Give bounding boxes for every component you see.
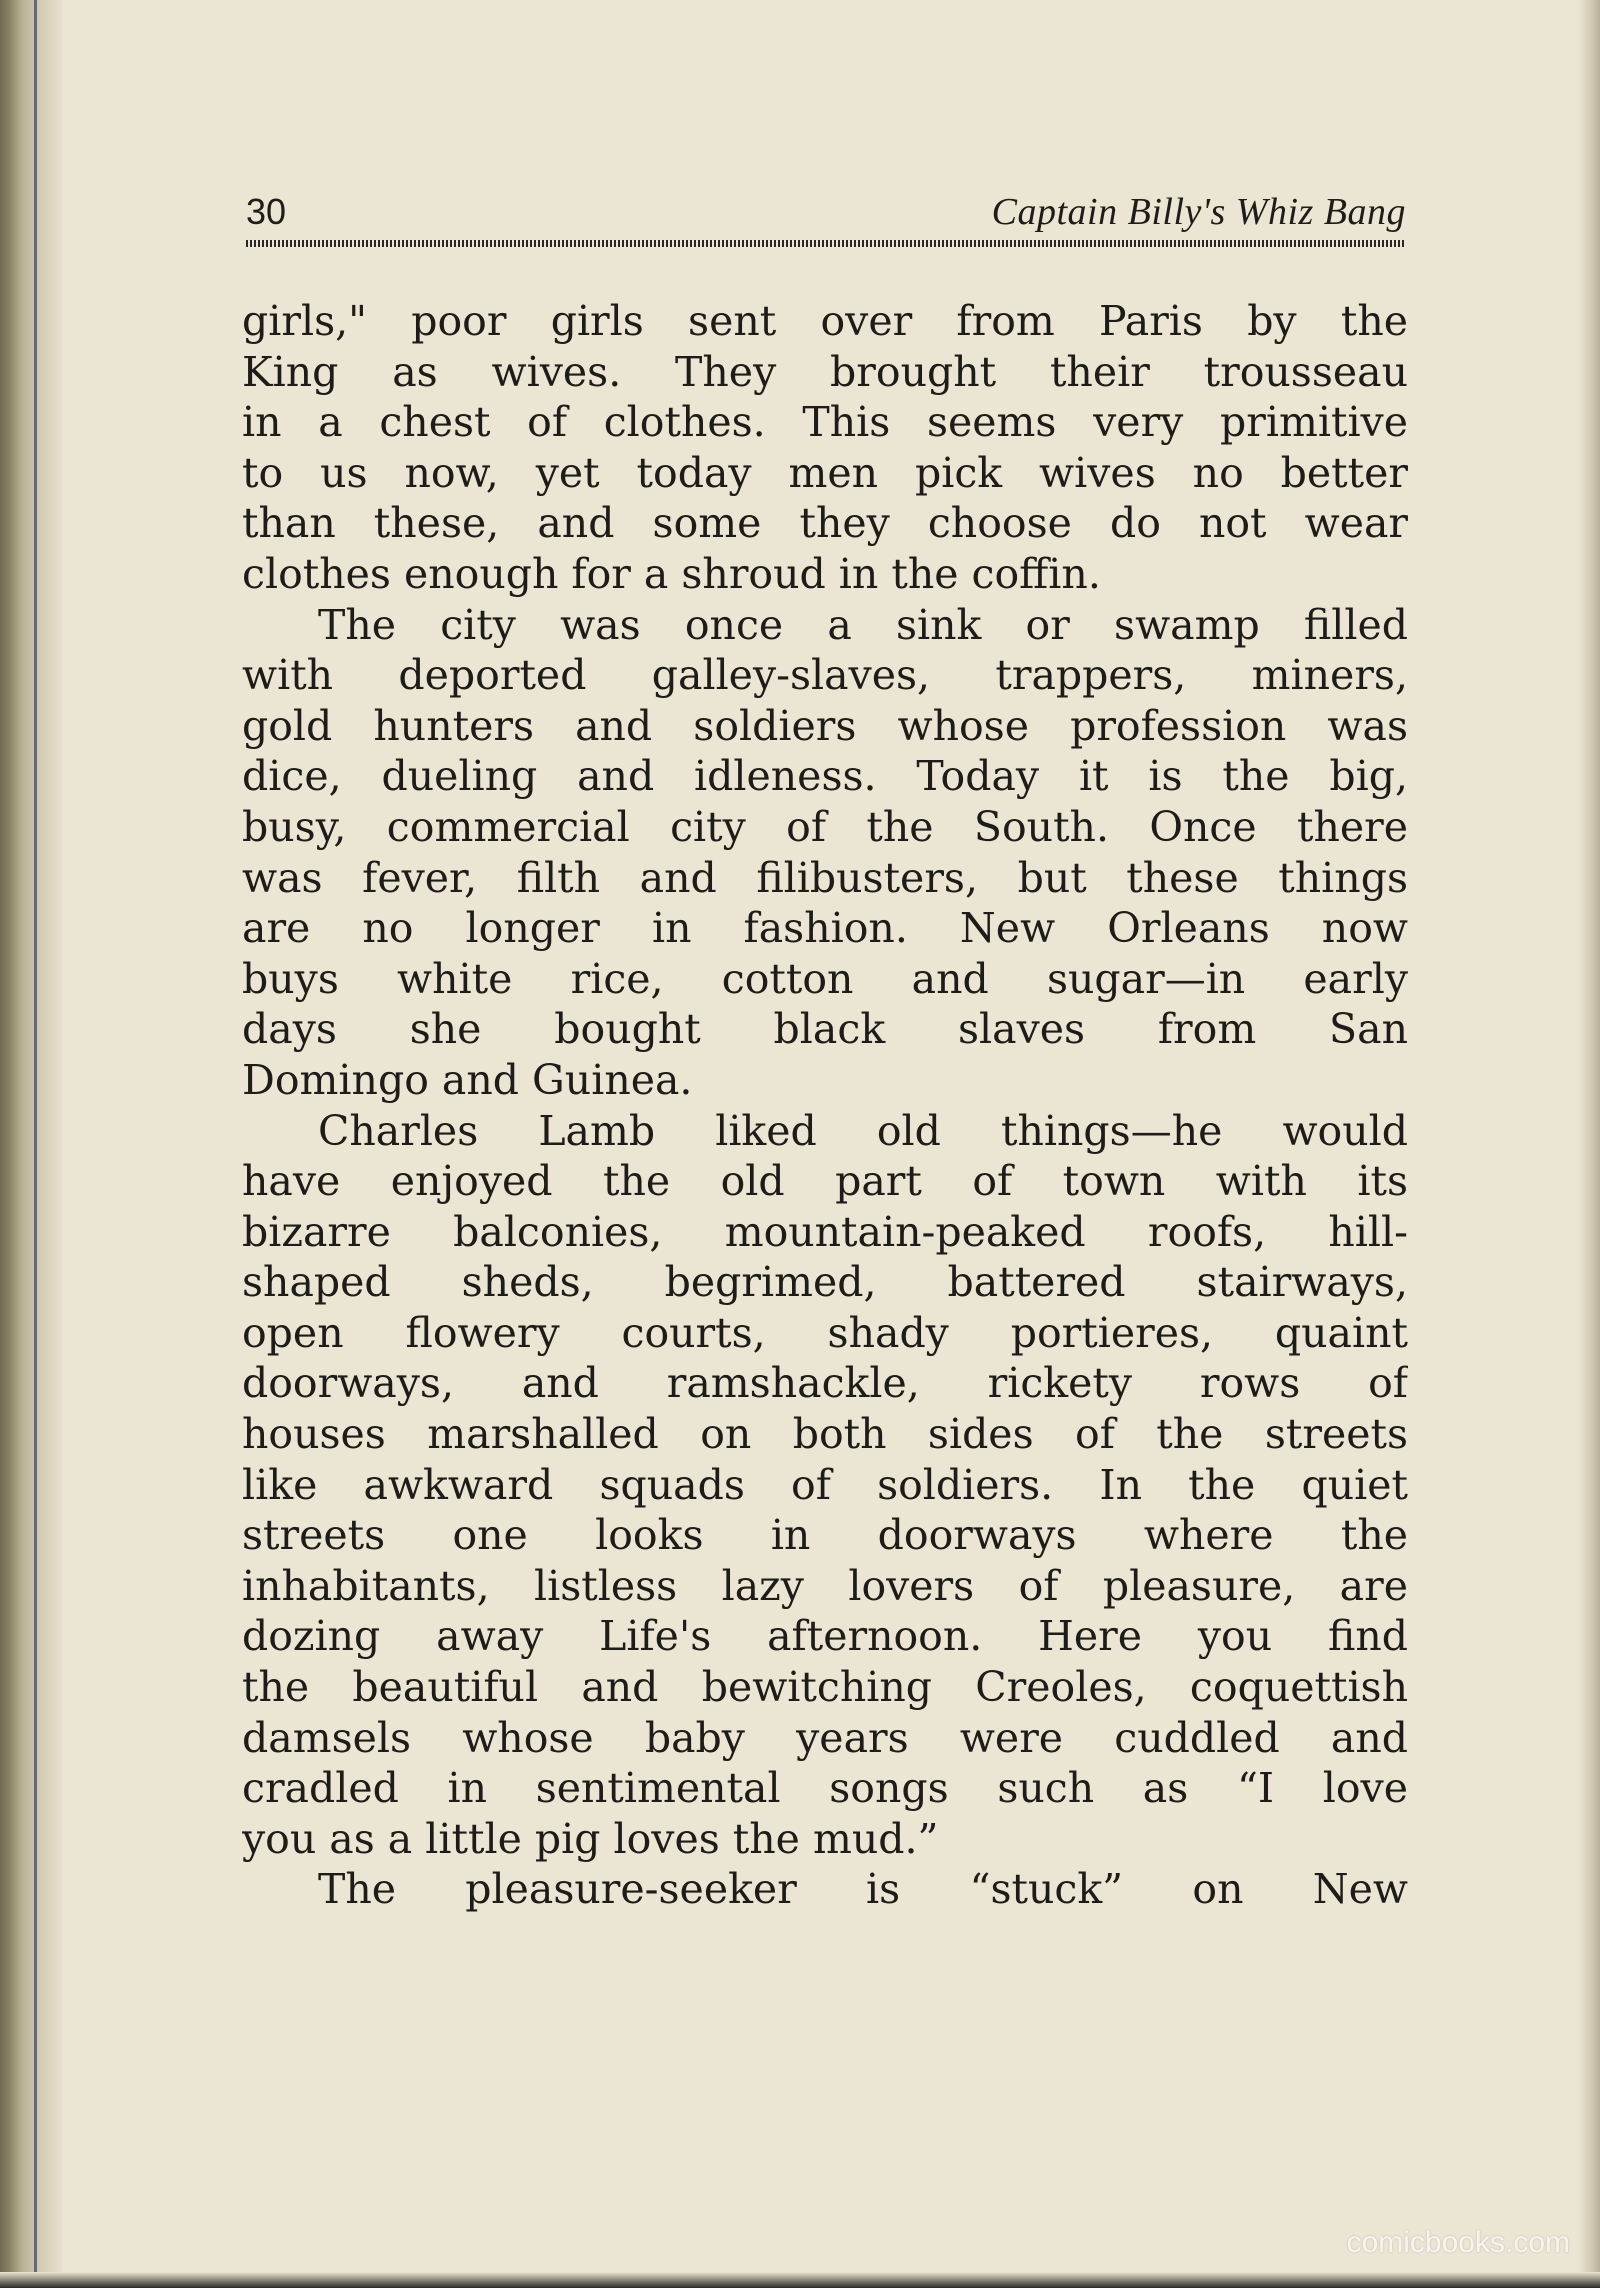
- text-line: doorways, and ramshackle, rickety rows of: [242, 1359, 1408, 1408]
- text-line: buys white rice, cotton and sugar—in early: [242, 954, 1408, 1003]
- body-text: [242, 296, 1408, 1915]
- text-line: clothes enough for a shroud in the coffin.: [242, 549, 1101, 598]
- text-line: dice, dueling and idleness. Today it is the big,: [242, 752, 1408, 801]
- text-line: The pleasure-seeker is “stuck” on New: [318, 1865, 1408, 1914]
- text-line: you as a little pig loves the mud.”: [242, 1814, 939, 1863]
- page-right-edge: [1578, 0, 1600, 2288]
- text-line: in a chest of clothes. This seems very primitive: [242, 398, 1408, 447]
- text-line: like awkward squads of soldiers. In the quiet: [242, 1460, 1408, 1509]
- text-line: cradled in sentimental songs such as “I love: [242, 1764, 1408, 1813]
- page-binding-edge: [0, 0, 62, 2288]
- text-line: open flowery courts, shady portieres, quaint: [242, 1308, 1408, 1357]
- text-line: girls," poor girls sent over from Paris by the: [242, 297, 1408, 345]
- binding-thread: [34, 0, 37, 2288]
- text-line: are no longer in fashion. New Orleans now: [242, 904, 1408, 953]
- text-line: with deported galley-slaves, trappers, miners,: [242, 651, 1408, 700]
- text-line: the beautiful and bewitching Creoles, coquettish: [242, 1663, 1408, 1712]
- text-line: was fever, filth and filibusters, but these things: [242, 853, 1408, 902]
- text-line: bizarre balconies, mountain-peaked roofs, hill-: [242, 1207, 1408, 1256]
- header-rule: [246, 240, 1406, 247]
- text-line: Domingo and Guinea.: [242, 1055, 693, 1104]
- text-line: to us now, yet today men pick wives no better: [242, 448, 1408, 497]
- text-line: than these, and some they choose do not wear: [242, 499, 1408, 548]
- text-line: The city was once a sink or swamp filled: [318, 600, 1408, 649]
- text-line: inhabitants, listless lazy lovers of pleasure, are: [242, 1561, 1408, 1610]
- text-line: dozing away Life's afternoon. Here you find: [242, 1612, 1408, 1661]
- text-line: days she bought black slaves from San: [242, 1005, 1408, 1054]
- watermark: comicbooks.com: [1346, 2226, 1570, 2259]
- running-title: Captain Billy's Whiz Bang: [991, 191, 1406, 233]
- page-bottom-edge: [0, 2272, 1600, 2288]
- text-line: Charles Lamb liked old things—he would: [318, 1106, 1408, 1155]
- text-line: have enjoyed the old part of town with its: [242, 1157, 1408, 1206]
- running-header: [246, 190, 1406, 238]
- text-line: streets one looks in doorways where the: [242, 1511, 1408, 1560]
- text-line: shaped sheds, begrimed, battered stairways,: [242, 1258, 1408, 1307]
- page-number: 30: [246, 191, 287, 232]
- text-line: busy, commercial city of the South. Once there: [242, 802, 1408, 851]
- text-line: damsels whose baby years were cuddled and: [242, 1713, 1408, 1762]
- text-line: gold hunters and soldiers whose profession was: [242, 701, 1408, 750]
- text-line: houses marshalled on both sides of the streets: [242, 1410, 1408, 1459]
- text-line: King as wives. They brought their trousseau: [242, 347, 1408, 396]
